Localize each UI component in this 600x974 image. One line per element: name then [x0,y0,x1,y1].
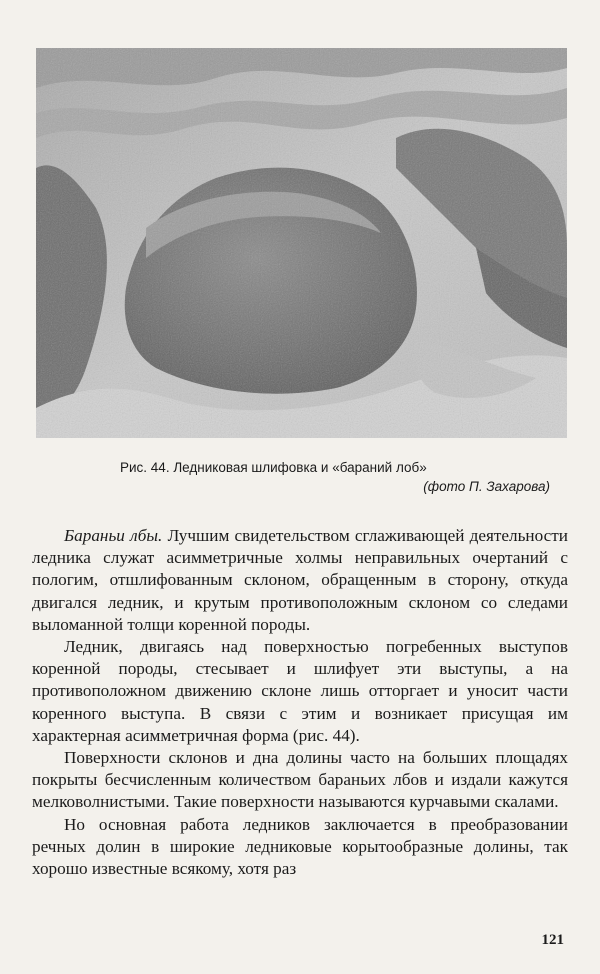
roche-moutonnee-image [36,48,567,438]
caption-credit: (фото П. Захарова) [423,479,550,494]
term-heading: Бараньи лбы. [64,526,163,545]
figure-caption [120,458,560,496]
page-number: 121 [541,932,564,948]
paragraph-1-text: Лучшим свидетельством сглаживающей деятельности ледника служат асимметричные холмы неправильных очертаний с пологим, отшлифованным склоном, обращенным в сторону, откуда двигался ледник, и крутым противоположным склоном со следами выломанной толщи коренной породы. [32,526,568,634]
paragraph-2: Ледник, двигаясь над поверхностью погребенных выступов коренной породы, стесывает и шлифует эти выступы, а на противоположном движению склоне лишь отторгает и уносит части коренного выступа. В связи с этим и возникает присущая им характерная асимметричная форма (рис. 44). [32,637,568,745]
paragraph-3: Поверхности склонов и дна долины часто на больших площадях покрыты бесчисленным количеством бараньих лбов и издали кажутся мелковолнистыми. Такие поверхности называются курчавыми скалами. [32,748,568,812]
glacier-photo [36,48,567,438]
paragraph-1 [32,525,568,636]
caption-title: Рис. 44. Ледниковая шлифовка и «бараний лоб» [120,460,427,475]
body-text [32,525,568,880]
paragraph-4: Но основная работа ледников заключается в преобразовании речных долин в широкие ледниковые корытообразные долины, так хорошо известные всякому, хотя раз [32,814,568,879]
